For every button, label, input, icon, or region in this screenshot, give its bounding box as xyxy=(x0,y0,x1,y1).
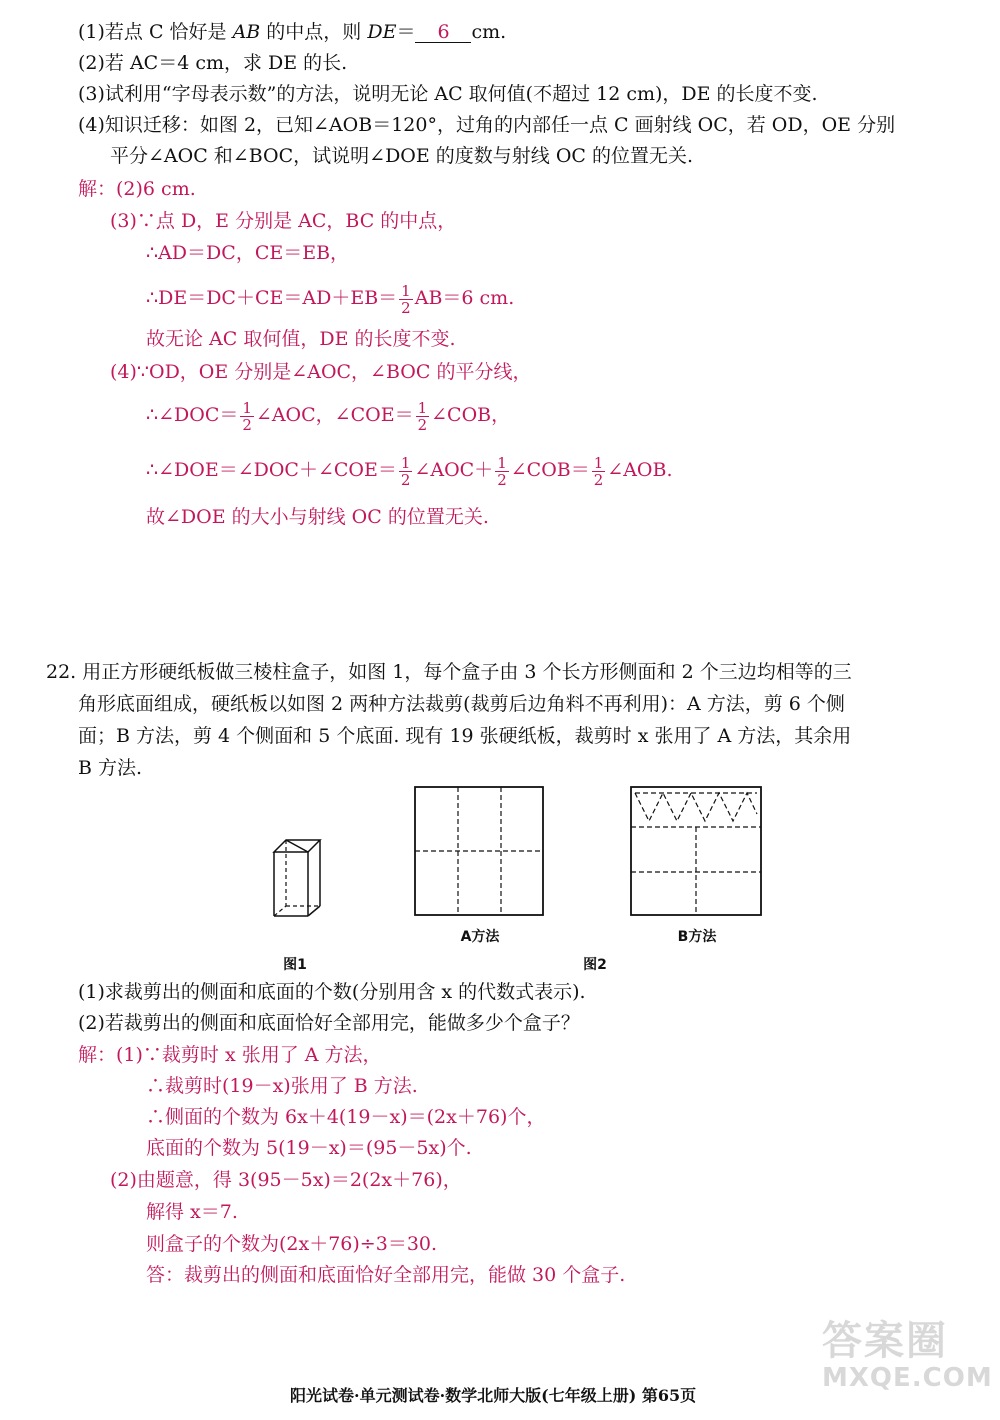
watermark-url: MXQE.COM xyxy=(822,1363,993,1393)
fraction-half: $\frac{1}{2}$ xyxy=(497,453,507,489)
q22-sol1-line1: 解：(1)∵裁剪时 x 张用了 A 方法， xyxy=(78,1044,382,1066)
q22-sol1-line4: 底面的个数为 5(19－x)＝(95－5x)个. xyxy=(146,1137,472,1159)
q21-part4-line1: (4)知识迁移：如图 2，已知∠AOB＝120°，过角的内部任一点 C 画射线 OC，若 OD，OE 分别 xyxy=(78,114,896,136)
q22-stem-line4: B 方法. xyxy=(78,757,143,779)
method-a-figure xyxy=(414,786,546,918)
q22-sol2-line1: (2)由题意，得 3(95－5x)＝2(2x＋76)， xyxy=(110,1169,462,1191)
answer-blank: 6 xyxy=(415,22,471,43)
q21-sol4-line4: 故∠DOE 的大小与射线 OC 的位置无关. xyxy=(146,506,489,528)
method-a-caption: A方法 xyxy=(460,929,500,945)
q21-sol4-line2: ∴∠DOC＝ $\frac{1}{2}$ ∠AOC，∠COE＝ $\frac{1}{2}$ ∠COB， xyxy=(146,398,511,434)
prism-figure xyxy=(266,834,332,920)
q21-part2: (2)若 AC＝4 cm，求 DE 的长. xyxy=(78,52,348,74)
watermark xyxy=(822,1318,992,1392)
fraction-half: $\frac{1}{2}$ xyxy=(400,453,411,489)
method-b-caption: B方法 xyxy=(677,929,717,945)
fraction-half: $\frac{1}{2}$ xyxy=(593,453,604,489)
fraction-half: $\frac{1}{2}$ xyxy=(401,281,411,317)
q22-stem-line1: 22. 用正方形硬纸板做三棱柱盒子，如图 1，每个盒子由 3 个长方形侧面和 2 个三边均相等的三 xyxy=(46,661,852,683)
q21-sol3-line2: ∴AD＝DC，CE＝EB， xyxy=(146,242,350,264)
q21-part3: (3)试利用“字母表示数”的方法，说明无论 AC 取何值(不超过 12 cm)，DE 的长度不变. xyxy=(78,83,818,105)
q21-solution-title: 解：(2)6 cm. xyxy=(78,178,196,200)
method-b-figure xyxy=(630,786,764,918)
q22-stem-line2: 角形底面组成，硬纸板以如图 2 两种方法裁剪(裁剪后边角料不再利用)：A 方法，剪 6 个侧 xyxy=(78,693,845,715)
q21-sol4-line1: (4)∵OD，OE 分别是∠AOC，∠BOC 的平分线， xyxy=(110,361,532,383)
q21-sol4-line3: ∴∠DOE＝∠DOC＋∠COE＝ $\frac{1}{2}$ ∠AOC＋ $\frac{1}{2}$ ∠COB＝ $\frac{1}{2}$ ∠AOB. xyxy=(146,453,673,489)
q22-part2: (2)若裁剪出的侧面和底面恰好全部用完，能做多少个盒子？ xyxy=(78,1012,580,1034)
figure2-caption: 图2 xyxy=(583,957,607,973)
q21-part1: (1)若点 C 恰好是 AB 的中点，则 DE＝ 6 cm. xyxy=(78,21,507,43)
q22-sol2-line4: 答：裁剪出的侧面和底面恰好全部用完，能做 30 个盒子. xyxy=(146,1264,626,1286)
page-footer: 阳光试卷·单元测试卷·数学北师大版(七年级上册) 第65页 xyxy=(290,1386,697,1405)
figure1-caption: 图1 xyxy=(283,957,307,973)
q22-sol1-line2: ∴裁剪时(19－x)张用了 B 方法. xyxy=(146,1075,418,1097)
watermark-logo: 答案圈 xyxy=(822,1318,948,1364)
q21-sol3-line4: 故无论 AC 取何值，DE 的长度不变. xyxy=(146,328,456,350)
q22-sol2-line2: 解得 x＝7. xyxy=(146,1201,238,1223)
q22-stem-line3: 面；B 方法，剪 4 个侧面和 5 个底面. 现有 19 张硬纸板，裁剪时 x 张用了 A 方法，其余用 xyxy=(78,725,852,747)
q21-sol3-line3: ∴DE＝DC＋CE＝AD＋EB＝ $\frac{1}{2}$ AB＝6 cm. xyxy=(146,281,515,317)
q22-sol2-line3: 则盒子的个数为(2x＋76)÷3＝30. xyxy=(146,1233,438,1255)
q21-sol3-line1: (3)∵点 D，E 分别是 AC，BC 的中点， xyxy=(110,210,457,232)
q21-part4-line2: 平分∠AOC 和∠BOC，试说明∠DOE 的度数与射线 OC 的位置无关. xyxy=(110,145,694,167)
fraction-half: $\frac{1}{2}$ xyxy=(242,398,252,434)
q22-part1: (1)求裁剪出的侧面和底面的个数(分别用含 x 的代数式表示). xyxy=(78,981,586,1003)
q22-sol1-line3: ∴侧面的个数为 6x＋4(19－x)＝(2x＋76)个， xyxy=(146,1106,546,1128)
fraction-half: $\frac{1}{2}$ xyxy=(417,398,428,434)
